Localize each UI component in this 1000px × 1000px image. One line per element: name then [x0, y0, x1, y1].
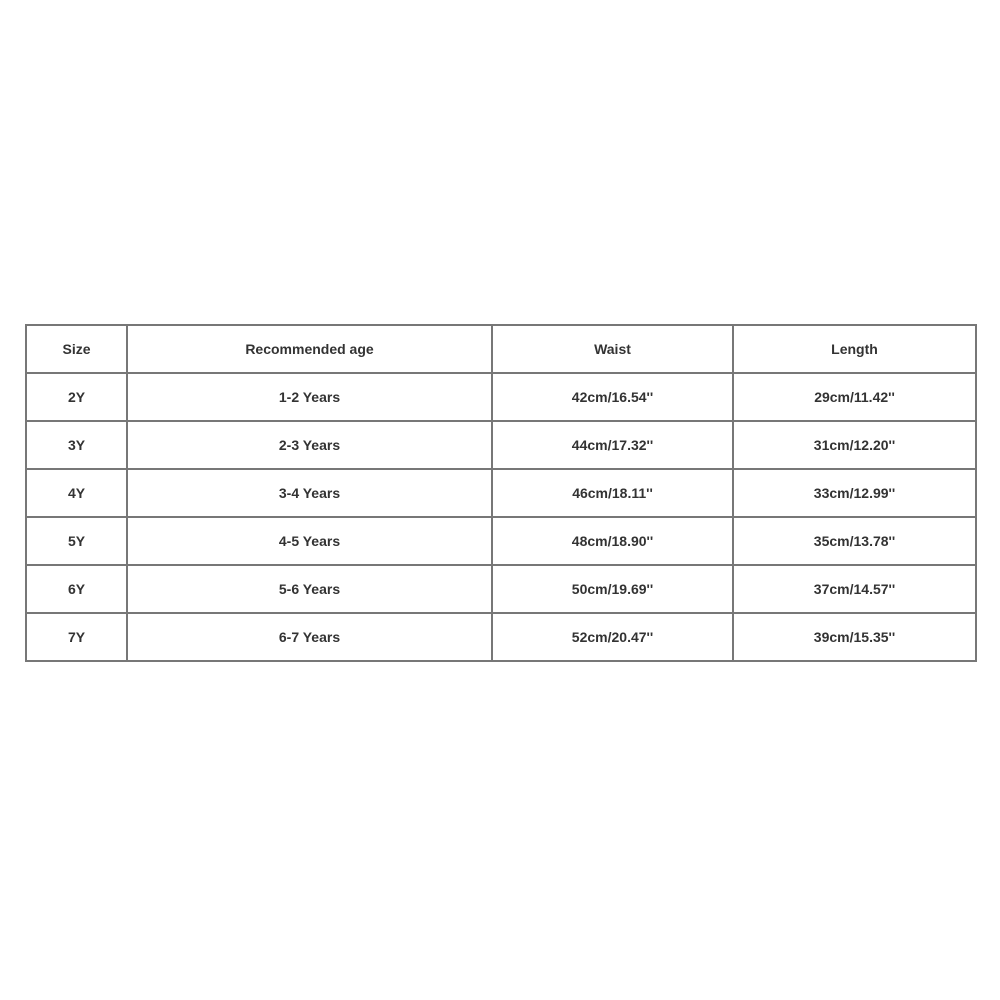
cell-age: 6-7 Years — [127, 613, 492, 661]
header-waist: Waist — [492, 325, 733, 373]
cell-waist: 50cm/19.69'' — [492, 565, 733, 613]
cell-length: 29cm/11.42'' — [733, 373, 976, 421]
cell-waist: 42cm/16.54'' — [492, 373, 733, 421]
cell-size: 7Y — [26, 613, 127, 661]
cell-age: 5-6 Years — [127, 565, 492, 613]
header-length: Length — [733, 325, 976, 373]
table-row — [26, 613, 976, 661]
table-row — [26, 517, 976, 565]
cell-length: 37cm/14.57'' — [733, 565, 976, 613]
cell-age: 3-4 Years — [127, 469, 492, 517]
header-size: Size — [26, 325, 127, 373]
table-row — [26, 421, 976, 469]
cell-age: 1-2 Years — [127, 373, 492, 421]
header-recommended-age: Recommended age — [127, 325, 492, 373]
cell-size: 2Y — [26, 373, 127, 421]
cell-waist: 52cm/20.47'' — [492, 613, 733, 661]
table-header-row — [26, 325, 976, 373]
cell-age: 4-5 Years — [127, 517, 492, 565]
cell-length: 35cm/13.78'' — [733, 517, 976, 565]
table-row — [26, 565, 976, 613]
cell-size: 6Y — [26, 565, 127, 613]
table-row — [26, 469, 976, 517]
table-row — [26, 373, 976, 421]
cell-size: 5Y — [26, 517, 127, 565]
cell-waist: 44cm/17.32'' — [492, 421, 733, 469]
cell-length: 31cm/12.20'' — [733, 421, 976, 469]
size-chart-table — [25, 324, 977, 662]
cell-waist: 46cm/18.11'' — [492, 469, 733, 517]
cell-age: 2-3 Years — [127, 421, 492, 469]
cell-waist: 48cm/18.90'' — [492, 517, 733, 565]
cell-length: 39cm/15.35'' — [733, 613, 976, 661]
cell-size: 3Y — [26, 421, 127, 469]
cell-length: 33cm/12.99'' — [733, 469, 976, 517]
cell-size: 4Y — [26, 469, 127, 517]
